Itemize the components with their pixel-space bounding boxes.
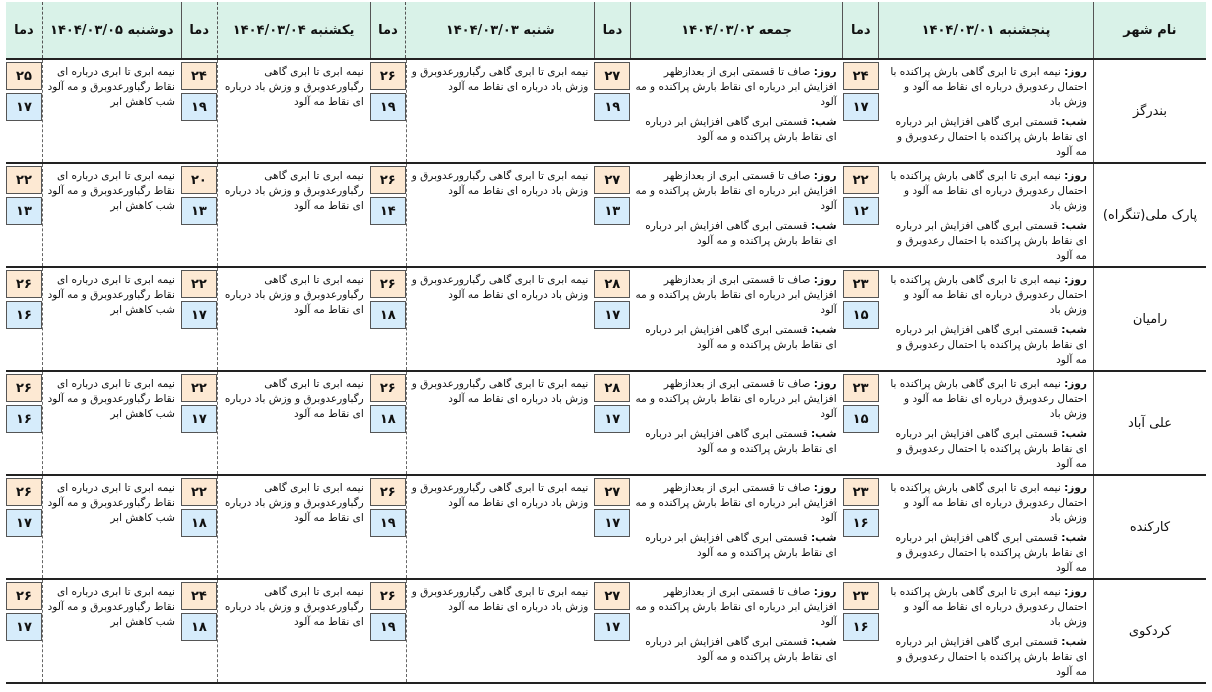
- max-temp: ۲۶: [6, 270, 42, 298]
- forecast-mon: نیمه ابری تا ابری درباره ای نقاط رگباورعدوبرق و مه آلود شب کاهش ابر: [42, 372, 181, 474]
- night-forecast: شب: قسمتی ابری گاهی افزایش ابر درباره ای نقاط بارش پراکنده با احتمال رعدوبرق و مه آلود: [895, 220, 1087, 262]
- temp-cell: [6, 372, 42, 474]
- max-temp: ۲۶: [370, 374, 406, 402]
- temp-cell: [370, 476, 406, 578]
- min-temp: ۱۷: [843, 93, 879, 121]
- header-day: یکشنبه ۱۴۰۴/۰۳/۰۴: [217, 2, 370, 58]
- header-day: پنجشنبه ۱۴۰۴/۰۳/۰۱: [878, 2, 1093, 58]
- temp-cell: [6, 164, 42, 266]
- min-temp: ۱۶: [843, 613, 879, 641]
- temp-cell: [370, 164, 406, 266]
- temp-cell: [6, 476, 42, 578]
- day-forecast: روز: صاف تا قسمتی ابری از بعدازظهر افزایش ابر درباره ای نقاط بارش پراکنده و مه آلود: [635, 170, 837, 212]
- min-temp: ۱۹: [370, 613, 406, 641]
- min-temp: ۱۷: [594, 405, 630, 433]
- forecast-sat: نیمه ابری تا ابری گاهی رگبارورعدوبرق و وزش باد درباره ای نقاط مه آلود: [406, 476, 595, 578]
- max-temp: ۲۲: [181, 374, 217, 402]
- min-temp: ۱۹: [370, 509, 406, 537]
- max-temp: ۲۴: [181, 62, 217, 90]
- city-name: رامیان: [1093, 268, 1206, 370]
- min-temp: ۱۶: [6, 301, 42, 329]
- temp-cell: [6, 60, 42, 162]
- temp-cell: [370, 372, 406, 474]
- max-temp: ۲۸: [594, 270, 630, 298]
- day-forecast: روز: نیمه ابری تا ابری گاهی بارش پراکنده با احتمال رعدوبرق درباره ای نقاط مه آلود و وزش باد: [890, 482, 1087, 524]
- min-temp: ۱۵: [843, 405, 879, 433]
- forecast-fri: [630, 476, 842, 578]
- min-temp: ۱۸: [181, 613, 217, 641]
- header-temp: دما: [181, 2, 217, 58]
- city-row: [6, 476, 1206, 580]
- min-temp: ۱۶: [843, 509, 879, 537]
- max-temp: ۲۶: [370, 166, 406, 194]
- max-temp: ۲۴: [843, 62, 879, 90]
- temp-cell: [6, 580, 42, 682]
- forecast-thu: [879, 164, 1093, 266]
- city-row: [6, 164, 1206, 268]
- night-forecast: شب: قسمتی ابری گاهی افزایش ابر درباره ای نقاط بارش پراکنده و مه آلود: [645, 428, 837, 455]
- city-row: [6, 60, 1206, 164]
- forecast-mon: نیمه ابری تا ابری درباره ای نقاط رگباورعدوبرق و مه آلود شب کاهش ابر: [42, 164, 181, 266]
- night-forecast: شب: قسمتی ابری گاهی افزایش ابر درباره ای نقاط بارش پراکنده با احتمال رعدوبرق و مه آلود: [895, 324, 1087, 366]
- max-temp: ۲۶: [370, 270, 406, 298]
- min-temp: ۱۷: [594, 613, 630, 641]
- forecast-mon: نیمه ابری تا ابری درباره ای نقاط رگباورعدوبرق و مه آلود شب کاهش ابر: [42, 60, 181, 162]
- temp-cell: [843, 60, 879, 162]
- temp-cell: [843, 372, 879, 474]
- max-temp: ۲۶: [370, 478, 406, 506]
- max-temp: ۲۶: [370, 62, 406, 90]
- temp-cell: [181, 372, 217, 474]
- day-forecast: روز: نیمه ابری تا ابری گاهی بارش پراکنده با احتمال رعدوبرق درباره ای نقاط مه آلود و وزش باد: [890, 274, 1087, 316]
- temp-cell: [370, 60, 406, 162]
- max-temp: ۲۳: [843, 582, 879, 610]
- forecast-sat: نیمه ابری تا ابری گاهی رگبارورعدوبرق و وزش باد درباره ای نقاط مه آلود: [406, 580, 595, 682]
- forecast-sun: نیمه ابری تا ابری گاهی رگباورعدوبرق و وزش باد درباره ای نقاط مه آلود: [217, 60, 370, 162]
- min-temp: ۱۸: [370, 301, 406, 329]
- temp-cell: [181, 164, 217, 266]
- city-row: [6, 372, 1206, 476]
- min-temp: ۱۸: [181, 509, 217, 537]
- temp-cell: [594, 268, 630, 370]
- min-temp: ۱۷: [6, 613, 42, 641]
- header-temp: دما: [594, 2, 630, 58]
- forecast-mon: نیمه ابری تا ابری درباره ای نقاط رگباورعدوبرق و مه آلود شب کاهش ابر: [42, 268, 181, 370]
- day-forecast: روز: نیمه ابری تا ابری گاهی بارش پراکنده با احتمال رعدوبرق درباره ای نقاط مه آلود و وزش باد: [890, 378, 1087, 420]
- header-day: جمعه ۱۴۰۴/۰۳/۰۲: [630, 2, 843, 58]
- day-forecast: روز: نیمه ابری تا ابری گاهی بارش پراکنده با احتمال رعدوبرق درباره ای نقاط مه آلود و وزش باد: [890, 170, 1087, 212]
- forecast-mon: نیمه ابری تا ابری درباره ای نقاط رگباورعدوبرق و مه آلود شب کاهش ابر: [42, 580, 181, 682]
- min-temp: ۱۳: [181, 197, 217, 225]
- temp-cell: [6, 268, 42, 370]
- forecast-sat: نیمه ابری تا ابری گاهی رگبارورعدوبرق و وزش باد درباره ای نقاط مه آلود: [406, 164, 595, 266]
- temp-cell: [594, 580, 630, 682]
- forecast-table: [6, 2, 1206, 690]
- city-row: [6, 268, 1206, 372]
- city-name: کارکنده: [1093, 476, 1206, 578]
- forecast-thu: [879, 476, 1093, 578]
- min-temp: ۱۴: [370, 197, 406, 225]
- header-row: [6, 2, 1206, 60]
- temp-cell: [181, 60, 217, 162]
- min-temp: ۱۷: [181, 405, 217, 433]
- temp-cell: [594, 372, 630, 474]
- min-temp: ۱۵: [843, 301, 879, 329]
- min-temp: ۱۷: [6, 509, 42, 537]
- max-temp: ۲۳: [843, 270, 879, 298]
- temp-cell: [594, 476, 630, 578]
- forecast-thu: [879, 372, 1093, 474]
- day-forecast: روز: صاف تا قسمتی ابری از بعدازظهر افزایش ابر درباره ای نقاط بارش پراکنده و مه آلود: [635, 378, 837, 420]
- day-forecast: روز: صاف تا قسمتی ابری از بعدازظهر افزایش ابر درباره ای نقاط بارش پراکنده و مه آلود: [635, 274, 837, 316]
- max-temp: ۲۶: [6, 478, 42, 506]
- night-forecast: شب: قسمتی ابری گاهی افزایش ابر درباره ای نقاط بارش پراکنده و مه آلود: [645, 532, 837, 559]
- forecast-fri: [630, 164, 842, 266]
- temp-cell: [594, 164, 630, 266]
- temp-cell: [181, 580, 217, 682]
- min-temp: ۱۷: [181, 301, 217, 329]
- max-temp: ۲۷: [594, 582, 630, 610]
- max-temp: ۲۲: [181, 478, 217, 506]
- forecast-fri: [630, 372, 842, 474]
- forecast-sun: نیمه ابری تا ابری گاهی رگباورعدوبرق و وزش باد درباره ای نقاط مه آلود: [217, 476, 370, 578]
- city-name: علی آباد: [1093, 372, 1206, 474]
- night-forecast: شب: قسمتی ابری گاهی افزایش ابر درباره ای نقاط بارش پراکنده و مه آلود: [645, 220, 837, 247]
- min-temp: ۱۹: [594, 93, 630, 121]
- night-forecast: شب: قسمتی ابری گاهی افزایش ابر درباره ای نقاط بارش پراکنده با احتمال رعدوبرق و مه آلود: [895, 532, 1087, 574]
- forecast-sun: نیمه ابری تا ابری گاهی رگباورعدوبرق و وزش باد درباره ای نقاط مه آلود: [217, 580, 370, 682]
- day-forecast: روز: صاف تا قسمتی ابری از بعدازظهر افزایش ابر درباره ای نقاط بارش پراکنده و مه آلود: [635, 482, 837, 524]
- day-forecast: روز: نیمه ابری تا ابری گاهی بارش پراکنده با احتمال رعدوبرق درباره ای نقاط مه آلود و وزش باد: [890, 586, 1087, 628]
- forecast-thu: [879, 60, 1093, 162]
- temp-cell: [843, 580, 879, 682]
- header-temp: دما: [370, 2, 406, 58]
- header-day: دوشنبه ۱۴۰۴/۰۳/۰۵: [42, 2, 181, 58]
- max-temp: ۲۷: [594, 62, 630, 90]
- header-city: نام شهر: [1093, 2, 1206, 58]
- city-row: [6, 580, 1206, 684]
- max-temp: ۲۶: [6, 582, 42, 610]
- temp-cell: [594, 60, 630, 162]
- temp-cell: [181, 476, 217, 578]
- min-temp: ۱۸: [370, 405, 406, 433]
- forecast-thu: [879, 580, 1093, 682]
- forecast-mon: نیمه ابری تا ابری درباره ای نقاط رگباورعدوبرق و مه آلود شب کاهش ابر: [42, 476, 181, 578]
- max-temp: ۲۶: [6, 374, 42, 402]
- temp-cell: [370, 268, 406, 370]
- min-temp: ۱۷: [6, 93, 42, 121]
- max-temp: ۲۲: [6, 166, 42, 194]
- forecast-fri: [630, 60, 842, 162]
- min-temp: ۱۹: [370, 93, 406, 121]
- day-forecast: روز: صاف تا قسمتی ابری از بعدازظهر افزایش ابر درباره ای نقاط بارش پراکنده و مه آلود: [635, 586, 837, 628]
- forecast-fri: [630, 268, 842, 370]
- forecast-fri: [630, 580, 842, 682]
- forecast-thu: [879, 268, 1093, 370]
- header-day: شنبه ۱۴۰۴/۰۳/۰۳: [405, 2, 594, 58]
- night-forecast: شب: قسمتی ابری گاهی افزایش ابر درباره ای نقاط بارش پراکنده و مه آلود: [645, 324, 837, 351]
- max-temp: ۲۳: [843, 478, 879, 506]
- min-temp: ۱۷: [594, 301, 630, 329]
- temp-cell: [181, 268, 217, 370]
- max-temp: ۲۷: [594, 478, 630, 506]
- temp-cell: [370, 580, 406, 682]
- max-temp: ۲۳: [843, 374, 879, 402]
- min-temp: ۱۳: [594, 197, 630, 225]
- night-forecast: شب: قسمتی ابری گاهی افزایش ابر درباره ای نقاط بارش پراکنده با احتمال رعدوبرق و مه آلود: [895, 636, 1087, 678]
- city-name: پارک ملی(تنگراه): [1093, 164, 1206, 266]
- min-temp: ۱۶: [6, 405, 42, 433]
- temp-cell: [843, 164, 879, 266]
- city-name: بندرگز: [1093, 60, 1206, 162]
- min-temp: ۱۷: [594, 509, 630, 537]
- max-temp: ۲۷: [594, 166, 630, 194]
- temp-cell: [843, 268, 879, 370]
- max-temp: ۲۶: [370, 582, 406, 610]
- header-temp: دما: [842, 2, 878, 58]
- night-forecast: شب: قسمتی ابری گاهی افزایش ابر درباره ای نقاط بارش پراکنده و مه آلود: [645, 116, 837, 143]
- forecast-sun: نیمه ابری تا ابری گاهی رگباورعدوبرق و وزش باد درباره ای نقاط مه آلود: [217, 164, 370, 266]
- min-temp: ۱۲: [843, 197, 879, 225]
- night-forecast: شب: قسمتی ابری گاهی افزایش ابر درباره ای نقاط بارش پراکنده و مه آلود: [645, 636, 837, 663]
- max-temp: ۲۲: [181, 270, 217, 298]
- min-temp: ۱۳: [6, 197, 42, 225]
- max-temp: ۲۰: [181, 166, 217, 194]
- header-temp: دما: [14, 22, 34, 38]
- temp-cell: [843, 476, 879, 578]
- day-forecast: روز: نیمه ابری تا ابری گاهی بارش پراکنده با احتمال رعدوبرق درباره ای نقاط مه آلود و وزش باد: [890, 66, 1087, 108]
- max-temp: ۲۴: [181, 582, 217, 610]
- forecast-sun: نیمه ابری تا ابری گاهی رگباورعدوبرق و وزش باد درباره ای نقاط مه آلود: [217, 372, 370, 474]
- max-temp: ۲۸: [594, 374, 630, 402]
- forecast-sat: نیمه ابری تا ابری گاهی رگبارورعدوبرق و وزش باد درباره ای نقاط مه آلود: [406, 372, 595, 474]
- forecast-sat: نیمه ابری تا ابری گاهی رگبارورعدوبرق و وزش باد درباره ای نقاط مه آلود: [406, 268, 595, 370]
- max-temp: ۲۲: [843, 166, 879, 194]
- night-forecast: شب: قسمتی ابری گاهی افزایش ابر درباره ای نقاط بارش پراکنده با احتمال رعدوبرق و مه آلود: [895, 116, 1087, 158]
- min-temp: ۱۹: [181, 93, 217, 121]
- city-name: کردکوی: [1093, 580, 1206, 682]
- night-forecast: شب: قسمتی ابری گاهی افزایش ابر درباره ای نقاط بارش پراکنده با احتمال رعدوبرق و مه آلود: [895, 428, 1087, 470]
- forecast-sun: نیمه ابری تا ابری گاهی رگباورعدوبرق و وزش باد درباره ای نقاط مه آلود: [217, 268, 370, 370]
- max-temp: ۲۵: [6, 62, 42, 90]
- forecast-sat: نیمه ابری تا ابری گاهی رگبارورعدوبرق و وزش باد درباره ای نقاط مه آلود: [406, 60, 595, 162]
- day-forecast: روز: صاف تا قسمتی ابری از بعدازظهر افزایش ابر درباره ای نقاط بارش پراکنده و مه آلود: [635, 66, 837, 108]
